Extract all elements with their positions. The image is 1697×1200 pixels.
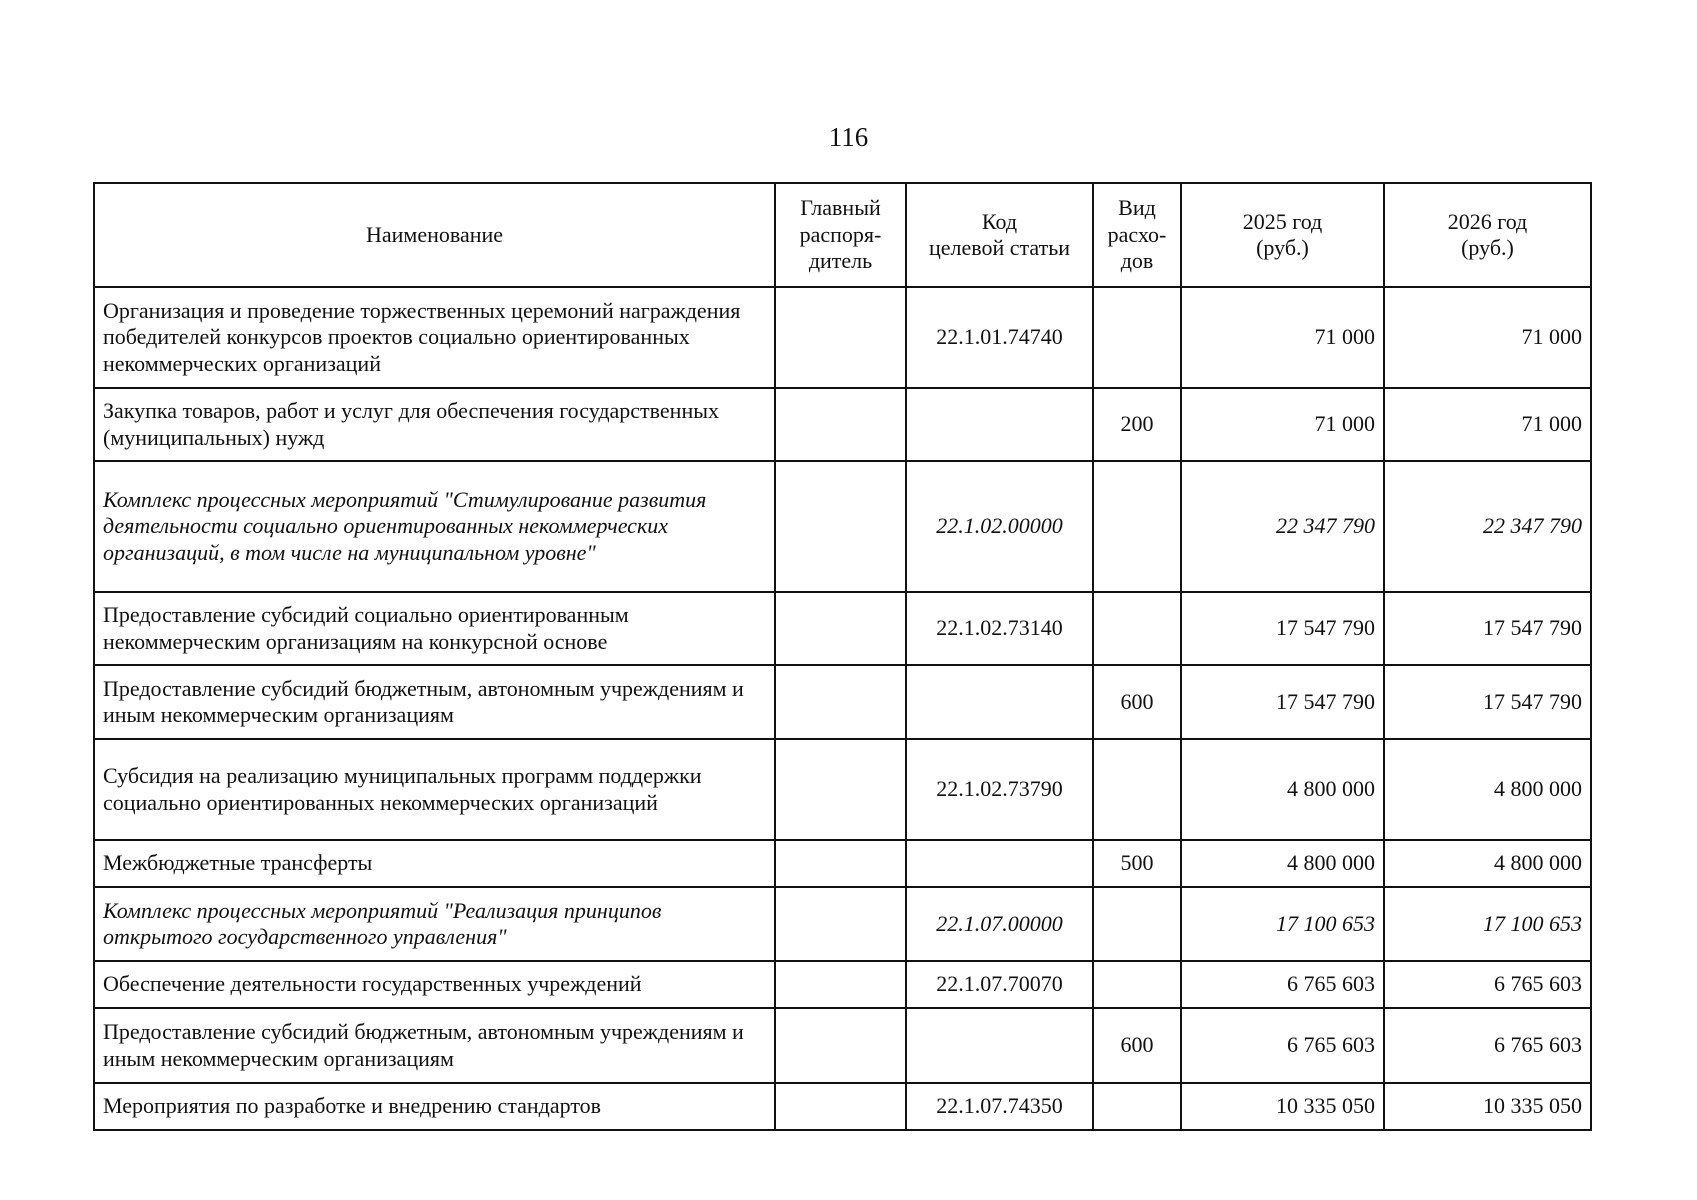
row-name: Предоставление субсидий социально ориентированным некоммерческим организациям на конкурсной основе	[94, 592, 775, 665]
row-2025: 22 347 790	[1181, 461, 1384, 592]
row-code: 22.1.02.00000	[906, 461, 1093, 592]
row-2025: 17 547 790	[1181, 592, 1384, 665]
table-row	[94, 287, 1591, 388]
row-admin	[775, 1008, 906, 1083]
row-name: Закупка товаров, работ и услуг для обеспечения государственных (муниципальных) нужд	[94, 388, 775, 461]
row-code	[906, 388, 1093, 461]
row-name: Предоставление субсидий бюджетным, автономным учреждениям и иным некоммерческим организациям	[94, 665, 775, 739]
row-2026: 6 765 603	[1384, 1008, 1591, 1083]
row-admin	[775, 887, 906, 961]
row-code: 22.1.07.70070	[906, 961, 1093, 1008]
row-2025: 17 547 790	[1181, 665, 1384, 739]
header-admin: Главный распоря- дитель	[775, 183, 906, 287]
row-kind: 600	[1093, 665, 1181, 739]
row-kind	[1093, 1083, 1181, 1130]
row-2025: 4 800 000	[1181, 840, 1384, 887]
row-2026: 71 000	[1384, 388, 1591, 461]
header-name: Наименование	[94, 183, 775, 287]
row-2025: 10 335 050	[1181, 1083, 1384, 1130]
table-row	[94, 665, 1591, 739]
row-kind: 600	[1093, 1008, 1181, 1083]
row-2026: 4 800 000	[1384, 840, 1591, 887]
header-kind: Вид расхо- дов	[1093, 183, 1181, 287]
page-number: 116	[828, 122, 869, 152]
table-header-row	[94, 183, 1591, 287]
header-code: Код целевой статьи	[906, 183, 1093, 287]
row-2025: 4 800 000	[1181, 739, 1384, 840]
row-name: Мероприятия по разработке и внедрению стандартов	[94, 1083, 775, 1130]
row-kind: 500	[1093, 840, 1181, 887]
row-code	[906, 665, 1093, 739]
row-code	[906, 1008, 1093, 1083]
row-kind	[1093, 739, 1181, 840]
row-code: 22.1.02.73140	[906, 592, 1093, 665]
row-admin	[775, 1083, 906, 1130]
row-2026: 10 335 050	[1384, 1083, 1591, 1130]
row-kind: 200	[1093, 388, 1181, 461]
row-2026: 17 100 653	[1384, 887, 1591, 961]
row-admin	[775, 665, 906, 739]
row-admin	[775, 961, 906, 1008]
row-kind	[1093, 961, 1181, 1008]
table-row	[94, 388, 1591, 461]
table-row	[94, 1083, 1591, 1130]
row-name: Комплекс процессных мероприятий "Реализация принципов открытого государственного управления"	[94, 887, 775, 961]
row-code	[906, 840, 1093, 887]
row-name: Комплекс процессных мероприятий "Стимулирование развития деятельности социально ориентированных некоммерческих организаций, в том числе на муниципальном уровне"	[94, 461, 775, 592]
row-2026: 17 547 790	[1384, 665, 1591, 739]
row-admin	[775, 461, 906, 592]
row-2026: 71 000	[1384, 287, 1591, 388]
table-row	[94, 887, 1591, 961]
row-2026: 17 547 790	[1384, 592, 1591, 665]
row-admin	[775, 739, 906, 840]
row-name: Организация и проведение торжественных церемоний награждения победителей конкурсов проектов социально ориентированных некоммерческих организаций	[94, 287, 775, 388]
row-2026: 22 347 790	[1384, 461, 1591, 592]
table-row	[94, 739, 1591, 840]
row-code: 22.1.07.00000	[906, 887, 1093, 961]
row-code: 22.1.07.74350	[906, 1083, 1093, 1130]
table-row	[94, 961, 1591, 1008]
row-code: 22.1.02.73790	[906, 739, 1093, 840]
row-kind	[1093, 887, 1181, 961]
row-name: Обеспечение деятельности государственных учреждений	[94, 961, 775, 1008]
row-name: Межбюджетные трансферты	[94, 840, 775, 887]
budget-table	[93, 182, 1592, 1131]
row-kind	[1093, 461, 1181, 592]
row-admin	[775, 592, 906, 665]
row-2025: 17 100 653	[1181, 887, 1384, 961]
row-2025: 6 765 603	[1181, 961, 1384, 1008]
row-2025: 71 000	[1181, 388, 1384, 461]
row-2025: 6 765 603	[1181, 1008, 1384, 1083]
table-row	[94, 840, 1591, 887]
row-name: Предоставление субсидий бюджетным, автономным учреждениям и иным некоммерческим организациям	[94, 1008, 775, 1083]
row-name: Субсидия на реализацию муниципальных программ поддержки социально ориентированных некоммерческих организаций	[94, 739, 775, 840]
row-admin	[775, 287, 906, 388]
row-2026: 6 765 603	[1384, 961, 1591, 1008]
row-2026: 4 800 000	[1384, 739, 1591, 840]
row-kind	[1093, 287, 1181, 388]
table-row	[94, 1008, 1591, 1083]
row-admin	[775, 388, 906, 461]
header-2026: 2026 год (руб.)	[1384, 183, 1591, 287]
row-admin	[775, 840, 906, 887]
table-row	[94, 461, 1591, 592]
row-2025: 71 000	[1181, 287, 1384, 388]
table-row	[94, 592, 1591, 665]
row-kind	[1093, 592, 1181, 665]
header-2025: 2025 год (руб.)	[1181, 183, 1384, 287]
row-code: 22.1.01.74740	[906, 287, 1093, 388]
